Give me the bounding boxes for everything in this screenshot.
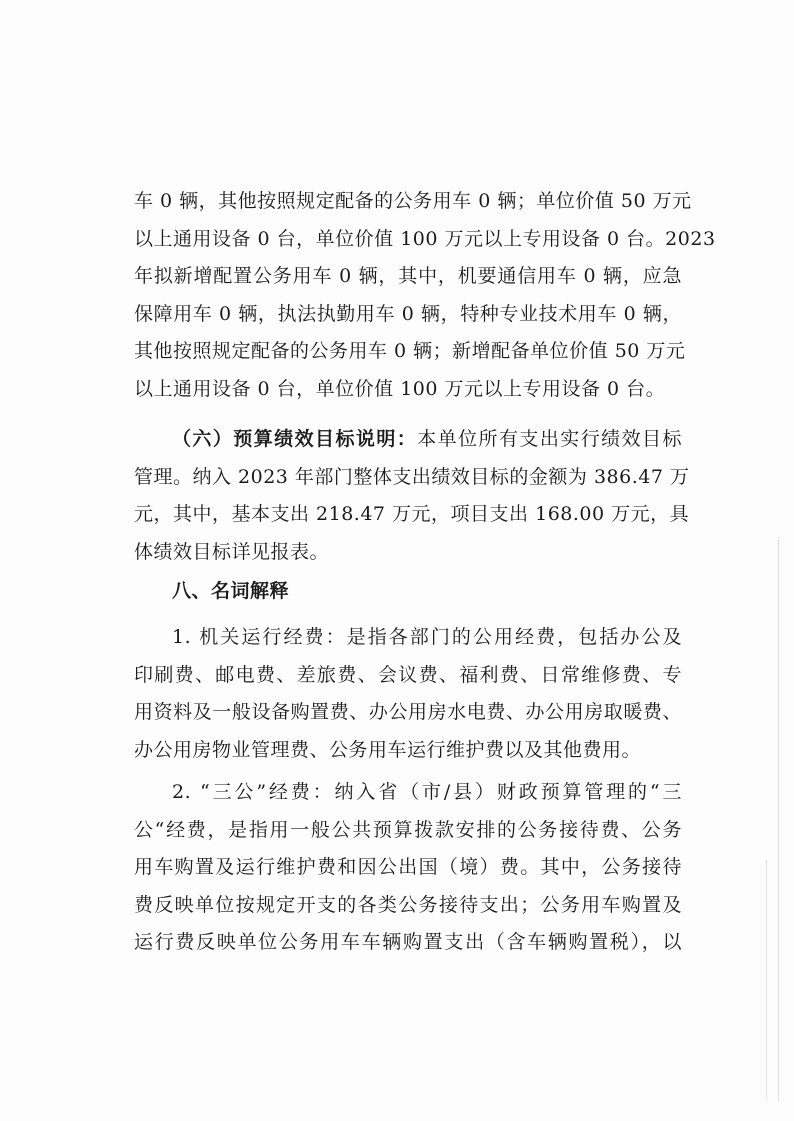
text-line: 用车购置及运行维护费和因公出国（境）费。其中，公务接待 [134, 856, 682, 878]
text-line: 体绩效目标详见报表。 [134, 540, 330, 563]
text-line: 印刷费、邮电费、差旅费、会议费、福利费、日常维修费、专 [134, 663, 682, 686]
section-first-text: 本单位所有支出实行绩效目标 [417, 428, 682, 450]
text-line: 其他按照规定配备的公务用车 0 辆；新增配备单位价值 50 万元 [134, 340, 686, 362]
scan-edge-mark [766, 860, 768, 1100]
paragraph-item-1 [134, 619, 682, 769]
section-title: （六）预算绩效目标说明： [172, 428, 418, 450]
item-first-line: 2. “三公”经费：纳入省（市/县）财政预算管理的“三 [172, 781, 682, 803]
section-first-line [134, 421, 682, 459]
paragraph-item-2 [134, 774, 682, 962]
text-line: 保障用车 0 辆，执法执勤用车 0 辆，特种专业技术用车 0 辆， [134, 302, 682, 325]
text-line: 公“经费，是指用一般公共预算拨款安排的公务接待费、公务 [134, 818, 682, 841]
text-line: 用资料及一般设备购置费、办公用房水电费、办公用房取暖费、 [134, 701, 682, 723]
section-heading-block [134, 573, 682, 611]
paragraph-asset-configuration [134, 183, 716, 408]
text-line: 办公用房物业管理费、公务用车运行维护费以及其他费用。 [134, 738, 642, 761]
text-line: 元，其中，基本支出 218.47 万元，项目支出 168.00 万元，具 [134, 503, 690, 525]
text-line: 年拟新增配置公务用车 0 辆，其中，机要通信用车 0 辆，应急 [134, 265, 682, 287]
paragraph-performance-goals [134, 421, 690, 571]
text-line: 管理。纳入 2023 年部门整体支出绩效目标的金额为 386.47 万 [134, 465, 690, 488]
section-heading: 八、名词解释 [172, 580, 290, 602]
text-line: 以上通用设备 0 台，单位价值 100 万元以上专用设备 0 台。 [134, 377, 666, 400]
text-line: 费反映单位按规定开支的各类公务接待支出；公务用车购置及 [134, 893, 682, 916]
scan-edge-mark [778, 540, 780, 1100]
text-line: 以上通用设备 0 台，单位价值 100 万元以上专用设备 0 台。2023 [134, 227, 716, 250]
text-line: 运行费反映单位公务用车车辆购置支出（含车辆购置税），以 [134, 931, 682, 953]
text-line: 车 0 辆，其他按照规定配备的公务用车 0 辆；单位价值 50 万元 [134, 190, 692, 212]
item-first-line: 1. 机关运行经费：是指各部门的公用经费，包括办公及 [172, 626, 682, 648]
